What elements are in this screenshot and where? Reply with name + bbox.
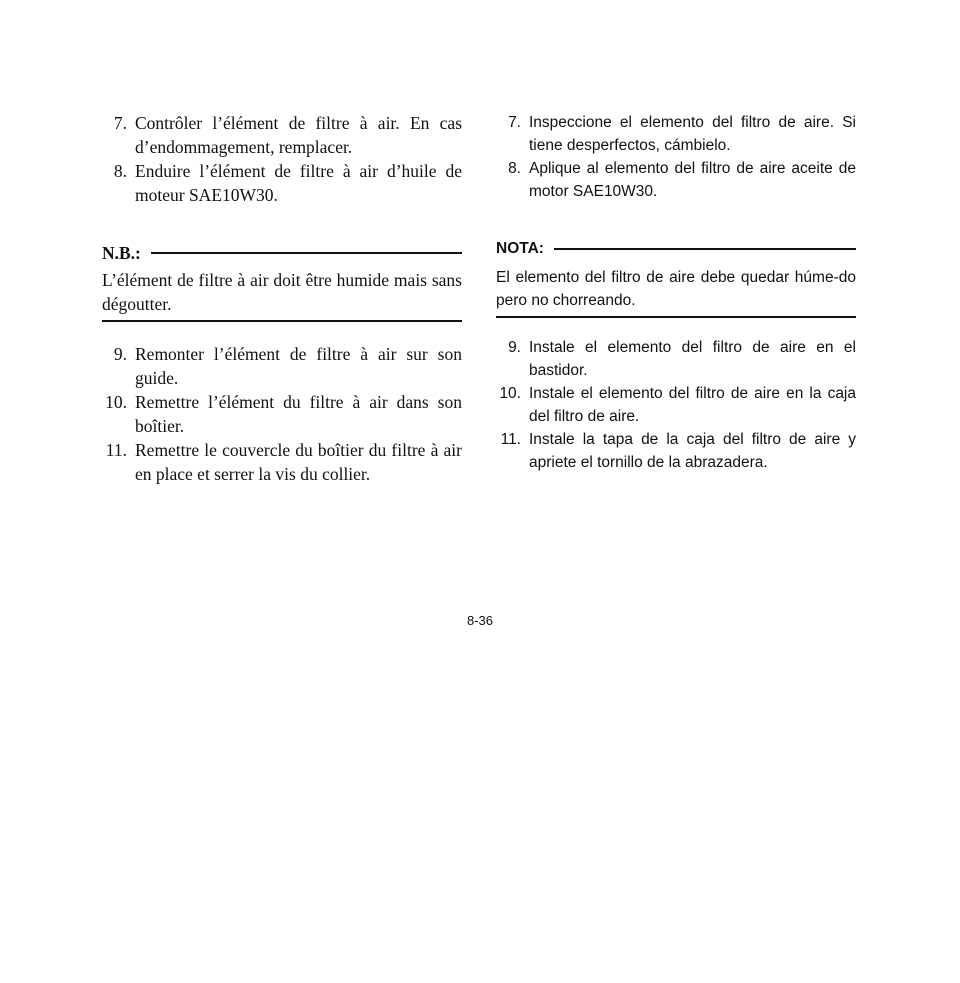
spanish-steps-b — [496, 336, 856, 474]
step-item — [102, 438, 462, 486]
step-text: Remettre le couvercle du boîtier du filtre à air en place et serrer la vis du collier. — [135, 440, 462, 484]
step-number: 8. — [508, 160, 521, 177]
step-item — [496, 157, 856, 203]
step-number: 11. — [105, 440, 127, 460]
step-number: 7. — [113, 113, 127, 133]
step-text: Inspeccione el elemento del filtro de aire. Si tiene desperfectos, cámbielo. — [529, 114, 856, 154]
step-item — [102, 390, 462, 438]
step-number: 9. — [113, 344, 127, 364]
note-label: NOTA: — [496, 240, 544, 257]
step-number: 9. — [508, 339, 521, 356]
step-number: 10. — [105, 392, 127, 412]
french-steps-a — [102, 111, 462, 207]
step-item — [496, 382, 856, 428]
step-text: Instale la tapa de la caja del filtro de aire y apriete el tornillo de la abrazadera. — [529, 431, 856, 471]
note-rule — [151, 252, 462, 254]
note-header — [496, 237, 856, 260]
step-text: Contrôler l’élément de filtre à air. En cas d’endommagement, remplacer. — [135, 113, 462, 157]
spanish-note — [496, 237, 856, 318]
french-note — [102, 241, 462, 322]
note-text: L’élément de filtre à air doit être humide mais sans dégoutter. — [102, 270, 462, 314]
spanish-column — [496, 111, 856, 474]
step-item — [102, 111, 462, 159]
step-text: Enduire l’élément de filtre à air d’huile de moteur SAE10W30. — [135, 161, 462, 205]
step-item — [496, 428, 856, 474]
step-text: Remonter l’élément de filtre à air sur son guide. — [135, 344, 462, 388]
step-number: 10. — [499, 385, 521, 402]
note-rule — [554, 248, 856, 250]
note-header — [102, 241, 462, 265]
french-column — [102, 111, 462, 486]
step-item — [496, 111, 856, 157]
step-text: Instale el elemento del filtro de aire en la caja del filtro de aire. — [529, 385, 856, 425]
step-text: Instale el elemento del filtro de aire en el bastidor. — [529, 339, 856, 379]
step-item — [102, 342, 462, 390]
step-text: Remettre l’élément du filtre à air dans son boîtier. — [135, 392, 462, 436]
step-item — [496, 336, 856, 382]
step-number: 7. — [508, 114, 521, 131]
step-number: 11. — [500, 431, 521, 448]
spanish-steps-a — [496, 111, 856, 203]
note-bottom-rule — [102, 320, 462, 322]
note-label: N.B.: — [102, 243, 141, 263]
step-text: Aplique al elemento del filtro de aire aceite de motor SAE10W30. — [529, 160, 856, 200]
step-number: 8. — [113, 161, 127, 181]
step-item — [102, 159, 462, 207]
note-text: El elemento del filtro de aire debe quedar húme-do pero no chorreando. — [496, 269, 856, 309]
note-bottom-rule — [496, 316, 856, 318]
page-number: 8-36 — [466, 613, 494, 628]
french-steps-b — [102, 342, 462, 486]
